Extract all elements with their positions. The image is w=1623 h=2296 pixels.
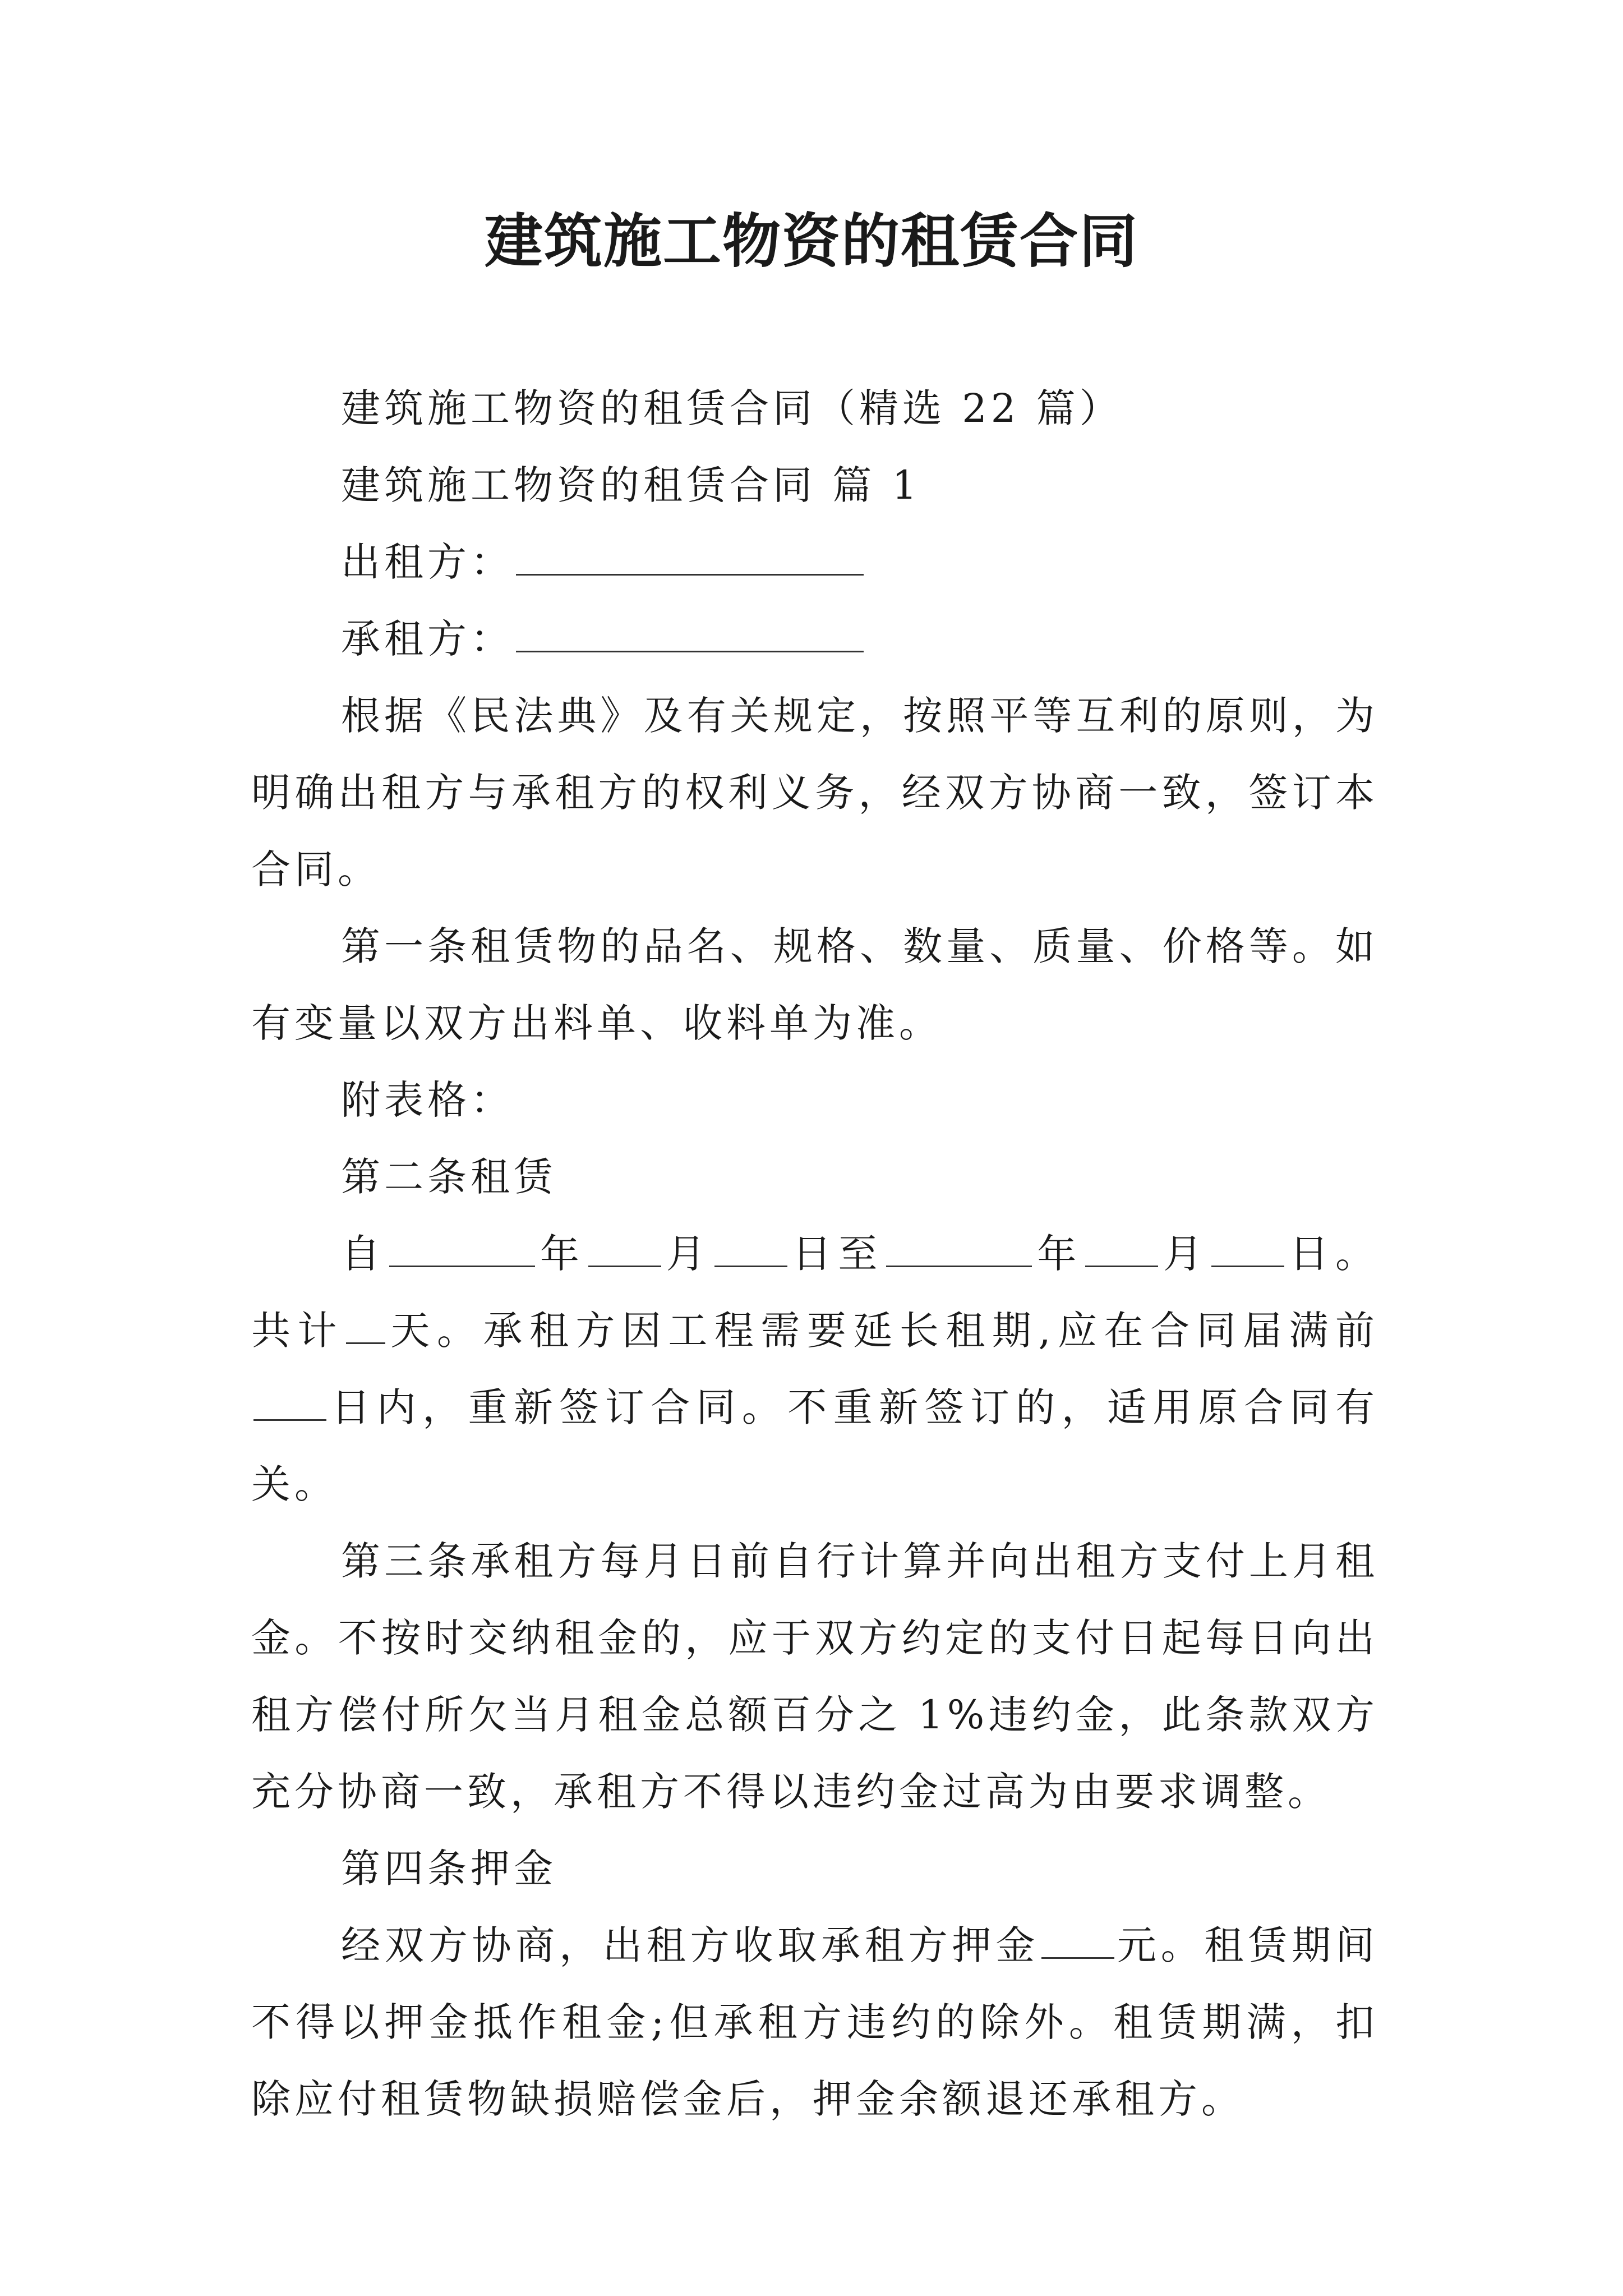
from-text: 自 [341,1231,387,1277]
article2-tail: 日内，重新签订合同。不重新签订的，适用原合同有关。 [251,1384,1378,1507]
subtitle: 建筑施工物资的租赁合同（精选 22 篇） [341,385,1123,431]
lessor-line [251,524,1378,601]
start-year-blank [389,1232,535,1267]
day-to-text: 日至 [789,1231,884,1277]
month-text: 月 [663,1231,712,1277]
article1-paragraph: 第一条租赁物的品名、规格、数量、质量、价格等。如有变量以双方出料单、收料单为准。 [251,923,1378,1046]
year-text: 年 [537,1231,586,1277]
end-day-blank [1211,1232,1284,1267]
section-heading: 建筑施工物资的租赁合同 篇 1 [341,462,921,508]
renewal-days-blank [253,1386,326,1421]
month-text-2: 月 [1160,1231,1210,1277]
lessor-label: 出租方： [341,539,514,585]
intro-paragraph: 根据《民法典》及有关规定，按照平等互利的原则，为明确出租方与承租方的权利义务，经双方协商一致，签订本合同。 [251,693,1378,892]
lessee-line [251,601,1378,678]
lessee-blank [516,617,864,652]
article2-heading: 第二条租赁 [341,1154,557,1200]
end-month-blank [1085,1232,1158,1267]
days-text: 天。承租方因工程需要延长租期,应在合同届满前 [387,1308,1379,1354]
total-days-blank [346,1309,385,1344]
article2-paragraph [251,1216,1378,1523]
document-title: 建筑施工物资的租赁合同 [484,206,1138,275]
end-year-blank [886,1232,1032,1267]
attachment-label: 附表格： [341,1077,514,1123]
deposit-amount-blank [1041,1924,1114,1959]
day-end-text: 日。 [1287,1231,1379,1277]
article3-paragraph: 第三条承租方每月日前自行计算并向出租方支付上月租金。不按时交纳租金的，应于双方约定的支付日起每日向出租方偿付所欠当月租金总额百分之 1%违约金，此条款双方充分协商一致，承租方不得以违约金过高为由要求调整。 [251,1538,1378,1815]
lessor-blank [516,540,864,576]
deposit-before: 经双方协商，出租方收取承租方押金 [341,1922,1040,1968]
deposit-after: 元。租赁期间不得以押金抵作租金;但承租方违约的除外。租赁期满，扣除应付租赁物缺损赔偿金后，押金余额退还承租方。 [251,1922,1379,2122]
year-text-2: 年 [1034,1231,1083,1277]
lessee-label: 承租方： [341,616,514,662]
document-body [251,370,1378,2138]
start-day-blank [714,1232,787,1267]
start-month-blank [588,1232,661,1267]
article4-heading: 第四条押金 [341,1846,557,1892]
article4-paragraph [251,1907,1378,2138]
total-text: 共计 [251,1308,344,1354]
